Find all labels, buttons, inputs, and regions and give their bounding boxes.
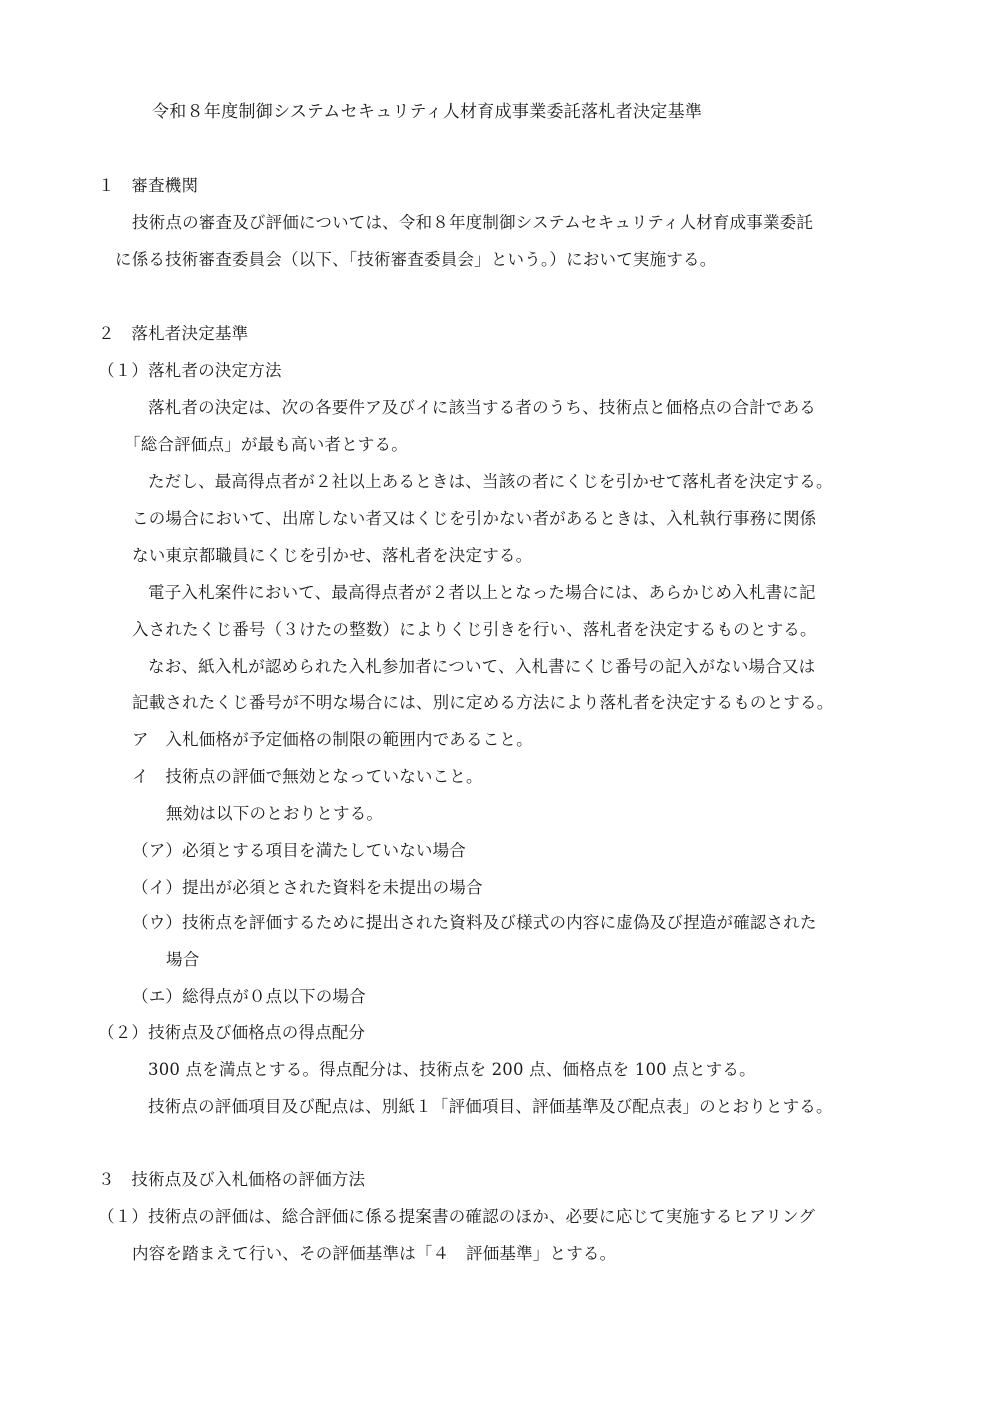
section-2-2-heading: （２）技術点及び価格点の得点配分: [98, 1023, 366, 1042]
section-2-1-heading: （１）落札者の決定方法: [98, 361, 282, 380]
invalid-item-i: （イ）提出が必須とされた資料を未提出の場合: [132, 878, 483, 897]
paragraph-line: 落札者の決定は、次の各要件ア及びイに該当する者のうち、技術点と価格点の合計である: [148, 398, 816, 417]
paragraph-line: 記載されたくじ番号が不明な場合には、別に定める方法により落札者を決定するものとする。: [132, 693, 834, 712]
invalid-intro: 無効は以下のとおりとする。: [166, 804, 384, 823]
section-3-1-line: 内容を踏まえて行い、その評価基準は「４ 評価基準」とする。: [132, 1244, 617, 1263]
paragraph-line: この場合において、出席しない者又はくじを引かない者があるときは、入札執行事務に関係: [132, 509, 817, 528]
paragraph-line: 300 点を満点とする。得点配分は、技術点を 200 点、価格点を 100 点とする。: [148, 1060, 756, 1079]
document-title: 令和８年度制御システムセキュリティ人材育成事業委託落札者決定基準: [152, 102, 703, 122]
paragraph-line: 技術点の評価項目及び配点は、別紙１「評価項目、評価基準及び配点表」のとおりとする。: [148, 1097, 833, 1116]
invalid-item-e: （エ）総得点が０点以下の場合: [132, 987, 366, 1006]
paragraph-line: 電子入札案件において、最高得点者が２者以上となった場合には、あらかじめ入札書に記: [148, 583, 816, 602]
section-1-paragraph-line: 技術点の審査及び評価については、令和８年度制御システムセキュリティ人材育成事業委託: [132, 213, 814, 232]
section-1-paragraph-line: に係る技術審査委員会（以下、「技術審査委員会」という。）において実施する。: [115, 250, 717, 269]
section-1-heading: １ 審査機関: [98, 176, 199, 195]
paragraph-line: 入されたくじ番号（３けたの整数）によりくじ引きを行い、落札者を決定するものとする。: [132, 620, 817, 639]
section-3-1-line: （１）技術点の評価は、総合評価に係る提案書の確認のほか、必要に応じて実施するヒアリング: [98, 1207, 816, 1226]
requirement-item-i: イ 技術点の評価で無効となっていないこと。: [132, 767, 483, 786]
section-2-heading: ２ 落札者決定基準: [98, 324, 249, 343]
paragraph-line: ただし、最高得点者が２社以上あるときは、当該の者にくじを引かせて落札者を決定する。: [148, 472, 833, 491]
invalid-item-a: （ア）必須とする項目を満たしていない場合: [132, 841, 466, 860]
invalid-item-u: （ウ）技術点を評価するために提出された資料及び様式の内容に虚偽及び捏造が確認された: [132, 913, 817, 932]
paragraph-line: 「総合評価点」が最も高い者とする。: [124, 435, 408, 454]
invalid-item-u-continuation: 場合: [166, 950, 200, 969]
paragraph-line: なお、紙入札が認められた入札参加者について、入札書にくじ番号の記入がない場合又は: [148, 657, 816, 676]
paragraph-line: ない東京都職員にくじを引かせ、落札者を決定する。: [132, 546, 533, 565]
requirement-item-a: ア 入札価格が予定価格の制限の範囲内であること。: [132, 730, 533, 749]
section-3-heading: ３ 技術点及び入札価格の評価方法: [98, 1170, 366, 1189]
